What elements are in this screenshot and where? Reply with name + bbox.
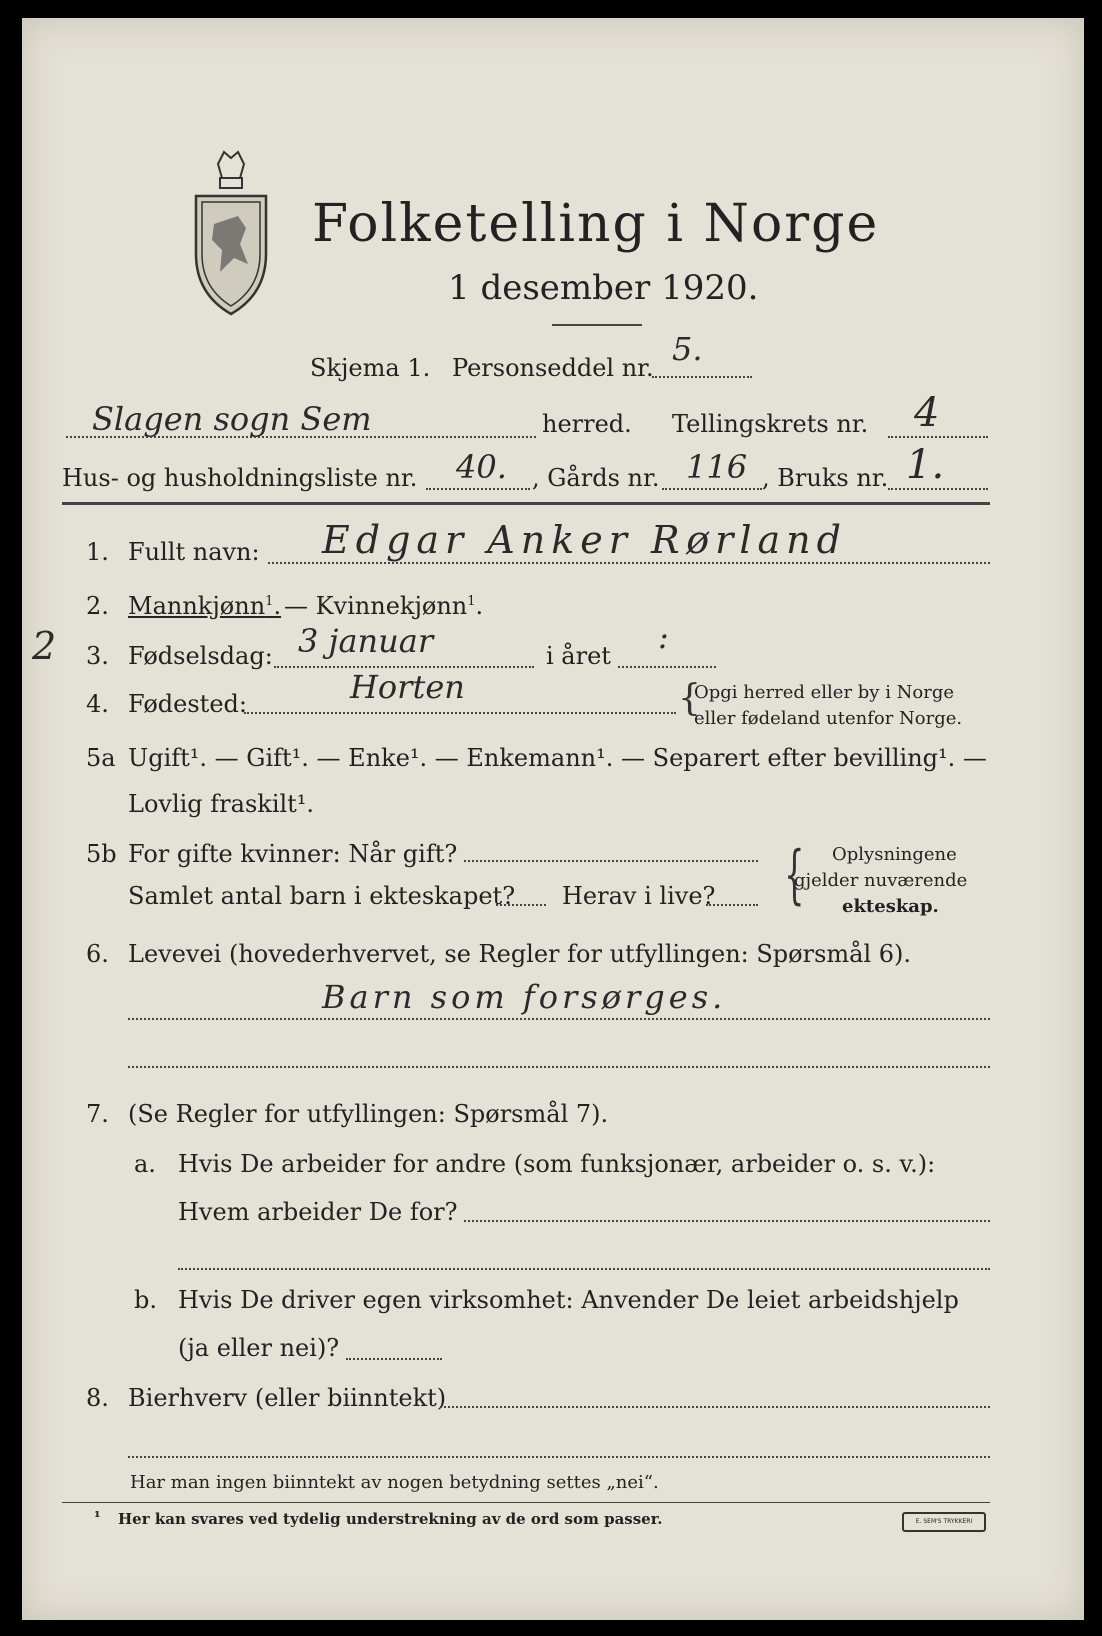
side-income-line-2 [128, 1456, 990, 1458]
q7a-line-1: Hvis De arbeider for andre (som funksjonær, arbeider o. s. v.): [178, 1150, 936, 1178]
coat-of-arms-icon [190, 144, 272, 324]
hus-line [426, 488, 530, 490]
birthplace-line [244, 712, 676, 714]
personseddel-label: Personseddel nr. [452, 354, 654, 382]
male-option[interactable]: Mannkjønn$^1$. [128, 592, 282, 620]
footer-note: Har man ingen biinntekt av nogen betydning settes „nei“. [130, 1472, 659, 1493]
q7b-line-1: Hvis De driver egen virksomhet: Anvender De leiet arbeidshjelp [178, 1286, 959, 1314]
divorced-option[interactable]: Lovlig fraskilt¹. [128, 790, 315, 818]
herred-label: herred. [542, 410, 632, 438]
header-divider [62, 502, 990, 505]
gards-label: , Gårds nr. [532, 464, 660, 492]
footnote-marker: ¹ [94, 1508, 101, 1526]
hired-help-line [346, 1358, 442, 1360]
year-label: i året [546, 642, 611, 670]
q8-label: Bierhverv (eller biinntekt) [128, 1384, 447, 1412]
q4-note-1: Opgi herred eller by i Norge [694, 682, 955, 703]
brace-icon: { [784, 838, 805, 912]
employer-line [464, 1220, 990, 1222]
q8-number: 8. [86, 1384, 109, 1412]
female-option[interactable]: — Kvinnekjønn$^1$. [284, 592, 484, 620]
bruks-label: , Bruks nr. [762, 464, 889, 492]
footnote-text: Her kan svares ved tydelig understrekning av de ord som passer. [118, 1510, 663, 1528]
marital-options[interactable]: Ugift¹. — Gift¹. — Enke¹. — Enkemann¹. — Separert efter bevilling¹. — [128, 744, 987, 772]
tellingskrets-value[interactable]: 4 [914, 390, 940, 436]
q3-number: 3. [86, 642, 109, 670]
occupation-line-2 [128, 1066, 990, 1068]
q3-label: Fødselsdag: [128, 642, 273, 670]
full-name-line [268, 562, 990, 564]
children-total-label: Samlet antal barn i ekteskapet? [128, 882, 516, 910]
q5b-note-2: gjelder nuværende [794, 870, 968, 891]
q4-label: Fødested: [128, 690, 247, 718]
hus-value[interactable]: 40. [456, 448, 507, 486]
q6-label: Levevei (hovederhvervet, se Regler for utfyllingen: Spørsmål 6). [128, 940, 912, 968]
printer-stamp [902, 1512, 986, 1532]
census-form [22, 18, 1084, 1620]
form-title: Folketelling i Norge [312, 194, 880, 254]
q2-number: 2. [86, 592, 109, 620]
q5b-note-3: ekteskap. [842, 896, 939, 917]
q4-note-2: eller fødeland utenfor Norge. [694, 708, 963, 729]
bruks-line [888, 488, 988, 490]
q7-number: 7. [86, 1100, 109, 1128]
hus-label: Hus- og husholdningsliste nr. [62, 464, 418, 492]
occupation-value[interactable]: Barn som forsørges. [322, 978, 727, 1016]
herred-value[interactable]: Slagen sogn Sem [92, 400, 372, 438]
year-line [618, 666, 716, 668]
year-value[interactable]: : [658, 618, 669, 656]
gards-value[interactable]: 116 [686, 448, 748, 486]
bruks-value[interactable]: 1. [906, 442, 945, 488]
occupation-line-1 [128, 1018, 990, 1020]
employer-line-2 [178, 1268, 990, 1270]
q7b-number: b. [134, 1286, 157, 1314]
children-total-line [496, 904, 546, 906]
printer-name: E. SEM'S TRYKKERI [915, 1518, 973, 1525]
full-name-value[interactable]: Edgar Anker Rørland [322, 518, 847, 562]
q5b-note-1: Oplysningene [832, 844, 957, 865]
gards-line [662, 488, 762, 490]
q5b-number: 5b [86, 840, 117, 868]
title-rule [552, 324, 642, 326]
q1-number: 1. [86, 538, 109, 566]
q7b-line-2: (ja eller nei)? [178, 1334, 340, 1362]
q7a-number: a. [134, 1150, 156, 1178]
children-alive-line [706, 904, 758, 906]
margin-note: 2 [32, 624, 57, 668]
q4-number: 4. [86, 690, 109, 718]
census-date: 1 desember 1920. [448, 268, 759, 308]
footnote-divider [62, 1502, 990, 1503]
side-income-line [440, 1406, 990, 1408]
brace-icon: { [678, 678, 701, 719]
q1-label: Fullt navn: [128, 538, 260, 566]
married-when-line [464, 860, 758, 862]
herred-line [66, 436, 536, 438]
q7a-line-2: Hvem arbeider De for? [178, 1198, 458, 1226]
personseddel-value[interactable]: 5. [672, 330, 703, 368]
q5a-number: 5a [86, 744, 116, 772]
children-alive-label: Herav i live? [562, 882, 716, 910]
personseddel-line [652, 376, 752, 378]
married-when-label: For gifte kvinner: Når gift? [128, 840, 458, 868]
tellingskrets-line [888, 436, 988, 438]
q6-number: 6. [86, 940, 109, 968]
q7-label: (Se Regler for utfyllingen: Spørsmål 7). [128, 1100, 609, 1128]
birthplace-value[interactable]: Horten [350, 668, 465, 706]
tellingskrets-label: Tellingskrets nr. [672, 410, 869, 438]
skjema-label: Skjema 1. [310, 354, 431, 382]
birthday-value[interactable]: 3 januar [298, 622, 434, 660]
